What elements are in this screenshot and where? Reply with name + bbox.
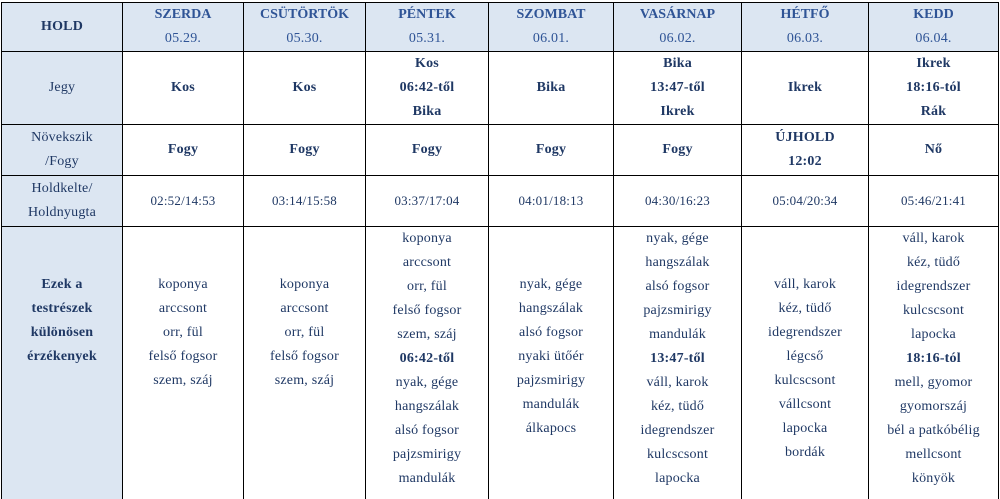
day-date: 05.29. xyxy=(164,31,202,46)
body-part-line: bordák xyxy=(784,445,826,460)
day-date: 05.31. xyxy=(408,31,446,46)
header-row xyxy=(2,3,999,52)
body-part-line: kulcscsont xyxy=(646,447,709,462)
body-part-line: váll, karok xyxy=(773,277,837,292)
row-label-moonrise xyxy=(2,176,123,227)
body-part-line: idegrendszer xyxy=(640,423,715,438)
body-part-line: kéz, tüdő xyxy=(650,399,705,414)
sign-line: Ikrek xyxy=(916,56,951,71)
phase-cell-szerda xyxy=(123,125,244,176)
body-part-line: felső fogsor xyxy=(148,349,218,364)
moonrise-value: 03:14/15:58 xyxy=(271,193,338,208)
phase-line: Fogy xyxy=(167,142,199,157)
moonrise-value: 03:37/17:04 xyxy=(394,193,460,208)
body-part-line: lapocka xyxy=(911,327,956,342)
body-parts-cell-szombat xyxy=(489,227,614,499)
body-parts-cell-csutortok xyxy=(244,227,366,499)
body-part-line: mandulák xyxy=(522,397,580,412)
day-name: HÉTFŐ xyxy=(780,7,830,22)
body-part-line: szem, száj xyxy=(274,373,335,388)
phase-cell-pentek xyxy=(366,125,489,176)
day-header-szerda xyxy=(123,3,244,52)
day-name: PÉNTEK xyxy=(398,7,456,22)
moonrise-cell-vasarnap xyxy=(614,176,742,227)
day-name: KEDD xyxy=(913,7,954,22)
day-date: 06.04. xyxy=(915,31,952,46)
sign-line: Bika xyxy=(663,56,692,71)
day-name: CSÜTÖRTÖK xyxy=(260,7,349,22)
body-part-line: váll, karok xyxy=(902,231,965,246)
body-part-line: hangszálak xyxy=(394,399,460,414)
body-part-line: bél a patkóbélig xyxy=(887,423,980,438)
moonrise-value: 04:30/16:23 xyxy=(644,193,711,208)
phase-cell-kedd xyxy=(869,125,999,176)
phase-line: Nő xyxy=(924,142,943,157)
day-date: 06.01. xyxy=(532,31,570,46)
body-part-line: pajzsmirigy xyxy=(516,373,586,388)
body-part-line: felső fogsor xyxy=(270,349,339,364)
body-part-line: idegrendszer xyxy=(768,325,842,340)
body-part-line: koponya xyxy=(279,277,330,292)
body-parts-cell-kedd xyxy=(869,227,999,499)
body-part-line: kulcscsont xyxy=(774,373,836,388)
body-part-line: koponya xyxy=(402,231,452,246)
body-part-line: lapocka xyxy=(655,471,700,486)
phase-line: ÚJHOLD xyxy=(775,130,835,145)
body-part-line: légcső xyxy=(786,349,824,364)
row-label-line: testrészek xyxy=(31,301,93,316)
phase-line: Fogy xyxy=(289,142,320,157)
body-part-line: pajzsmirigy xyxy=(392,447,462,462)
body-parts-cell-pentek xyxy=(366,227,489,499)
phase-line: Fogy xyxy=(662,142,693,157)
moonrise-value: 05:46/21:41 xyxy=(900,193,967,208)
sign-line: Kos xyxy=(292,80,317,95)
body-part-line: orr, fül xyxy=(284,325,325,340)
body-part-line: mellcsont xyxy=(905,447,962,462)
corner-label: HOLD xyxy=(40,19,84,34)
body-part-line: orr, fül xyxy=(163,325,203,340)
moonrise-row xyxy=(2,176,999,227)
moonrise-cell-csutortok xyxy=(244,176,366,227)
sign-line: Ikrek xyxy=(787,80,823,95)
sign-cell-szerda xyxy=(123,52,244,125)
body-part-line: kulcscsont xyxy=(902,303,965,318)
corner-header xyxy=(2,3,123,52)
sign-change-time: 06:42-től xyxy=(399,80,455,95)
sign-line: Bika xyxy=(536,80,566,95)
sign-cell-szombat xyxy=(489,52,614,125)
sign-cell-vasarnap xyxy=(614,52,742,125)
row-label-line: /Fogy xyxy=(45,154,79,169)
phase-line: Fogy xyxy=(535,142,567,157)
sign-line: Rák xyxy=(920,104,947,119)
day-header-hetfo xyxy=(742,3,869,52)
body-part-line: álkapocs xyxy=(525,421,577,436)
body-part-line: nyak, gége xyxy=(395,375,459,390)
day-header-csutortok xyxy=(244,3,366,52)
moonrise-cell-pentek xyxy=(366,176,489,227)
body-part-line: könyök xyxy=(911,471,956,486)
phase-cell-vasarnap xyxy=(614,125,742,176)
body-part-line: alsó fogsor xyxy=(518,325,584,340)
body-part-line: koponya xyxy=(158,277,208,292)
sign-line: Kos xyxy=(171,80,195,95)
body-part-line: arccsont xyxy=(402,255,452,270)
sign-row xyxy=(2,52,999,125)
day-date: 06.02. xyxy=(659,31,696,46)
row-label-line: Holdnyugta xyxy=(27,205,97,220)
body-part-line: szem, száj xyxy=(153,373,213,388)
body-parts-cell-szerda xyxy=(123,227,244,499)
moon-calendar-table xyxy=(1,2,999,499)
moonrise-cell-szerda xyxy=(123,176,244,227)
body-part-line: mell, gyomor xyxy=(894,375,973,390)
body-part-line: szem, száj xyxy=(397,327,457,342)
row-label-line: Ezek a xyxy=(41,277,83,292)
day-header-pentek xyxy=(366,3,489,52)
body-part-line: mandulák xyxy=(649,327,706,342)
phase-line: Fogy xyxy=(411,142,443,157)
sign-cell-kedd xyxy=(869,52,999,125)
body-part-line: nyak, gége xyxy=(519,277,583,292)
body-part-line: mandulák xyxy=(398,471,456,486)
moonrise-cell-hetfo xyxy=(742,176,869,227)
sign-cell-csutortok xyxy=(244,52,366,125)
sign-line: Bika xyxy=(412,104,442,119)
moonrise-value: 05:04/20:34 xyxy=(772,193,838,208)
body-part-line: arccsont xyxy=(158,301,208,316)
body-part-line: nyak, gége xyxy=(646,231,709,246)
moonrise-cell-kedd xyxy=(869,176,999,227)
phase-cell-csutortok xyxy=(244,125,366,176)
body-part-line: arccsont xyxy=(280,301,329,316)
body-part-line: pajzsmirigy xyxy=(643,303,712,318)
body-part-line: hangszálak xyxy=(645,255,710,270)
body-part-line: alsó fogsor xyxy=(394,423,460,438)
sign-change-time: 13:47-től xyxy=(650,351,705,366)
phase-cell-hetfo xyxy=(742,125,869,176)
row-label-body-parts xyxy=(2,227,123,499)
body-part-line: kéz, tüdő xyxy=(906,255,961,270)
sign-change-time: 06:42-től xyxy=(399,351,455,366)
phase-row xyxy=(2,125,999,176)
day-date: 06.03. xyxy=(786,31,824,46)
sign-cell-hetfo xyxy=(742,52,869,125)
body-part-line: orr, fül xyxy=(407,279,447,294)
body-parts-cell-vasarnap xyxy=(614,227,742,499)
body-part-line: lapocka xyxy=(782,421,828,436)
row-label-line: Növekszik xyxy=(31,130,93,145)
body-part-line: idegrendszer xyxy=(896,279,971,294)
moonrise-cell-szombat xyxy=(489,176,614,227)
body-part-line: váll, karok xyxy=(646,375,709,390)
row-label-line: érzékenyek xyxy=(27,349,97,364)
sign-line: Ikrek xyxy=(660,104,695,119)
sign-change-time: 13:47-től xyxy=(650,80,705,95)
row-label-phase xyxy=(2,125,123,176)
day-name: VASÁRNAP xyxy=(639,7,716,22)
moonrise-value: 02:52/14:53 xyxy=(150,193,216,208)
phase-cell-szombat xyxy=(489,125,614,176)
moonrise-value: 04:01/18:13 xyxy=(518,193,584,208)
sign-change-time: 18:16-tól xyxy=(906,351,961,366)
body-part-line: nyaki ütőér xyxy=(518,349,584,364)
day-name: SZERDA xyxy=(154,7,212,22)
body-part-line: hangszálak xyxy=(518,301,584,316)
body-part-line: kéz, tüdő xyxy=(778,301,832,316)
row-label-sign xyxy=(2,52,123,125)
sign-cell-pentek xyxy=(366,52,489,125)
day-header-kedd xyxy=(869,3,999,52)
body-part-line: felső fogsor xyxy=(392,303,462,318)
row-label-line: Jegy xyxy=(48,80,76,95)
sign-line: Kos xyxy=(415,56,439,71)
new-moon-time: 12:02 xyxy=(788,154,822,169)
body-part-line: vállcsont xyxy=(778,397,832,412)
body-part-line: alsó fogsor xyxy=(645,279,710,294)
day-header-szombat xyxy=(489,3,614,52)
body-part-line: gyomorszáj xyxy=(899,399,968,414)
day-header-vasarnap xyxy=(614,3,742,52)
sign-change-time: 18:16-tól xyxy=(906,80,961,95)
row-label-line: különösen xyxy=(30,325,94,340)
body-parts-cell-hetfo xyxy=(742,227,869,499)
day-name: SZOMBAT xyxy=(516,7,586,22)
day-date: 05.30. xyxy=(286,31,323,46)
body-parts-row xyxy=(2,227,999,499)
row-label-line: Holdkelte/ xyxy=(31,181,93,196)
